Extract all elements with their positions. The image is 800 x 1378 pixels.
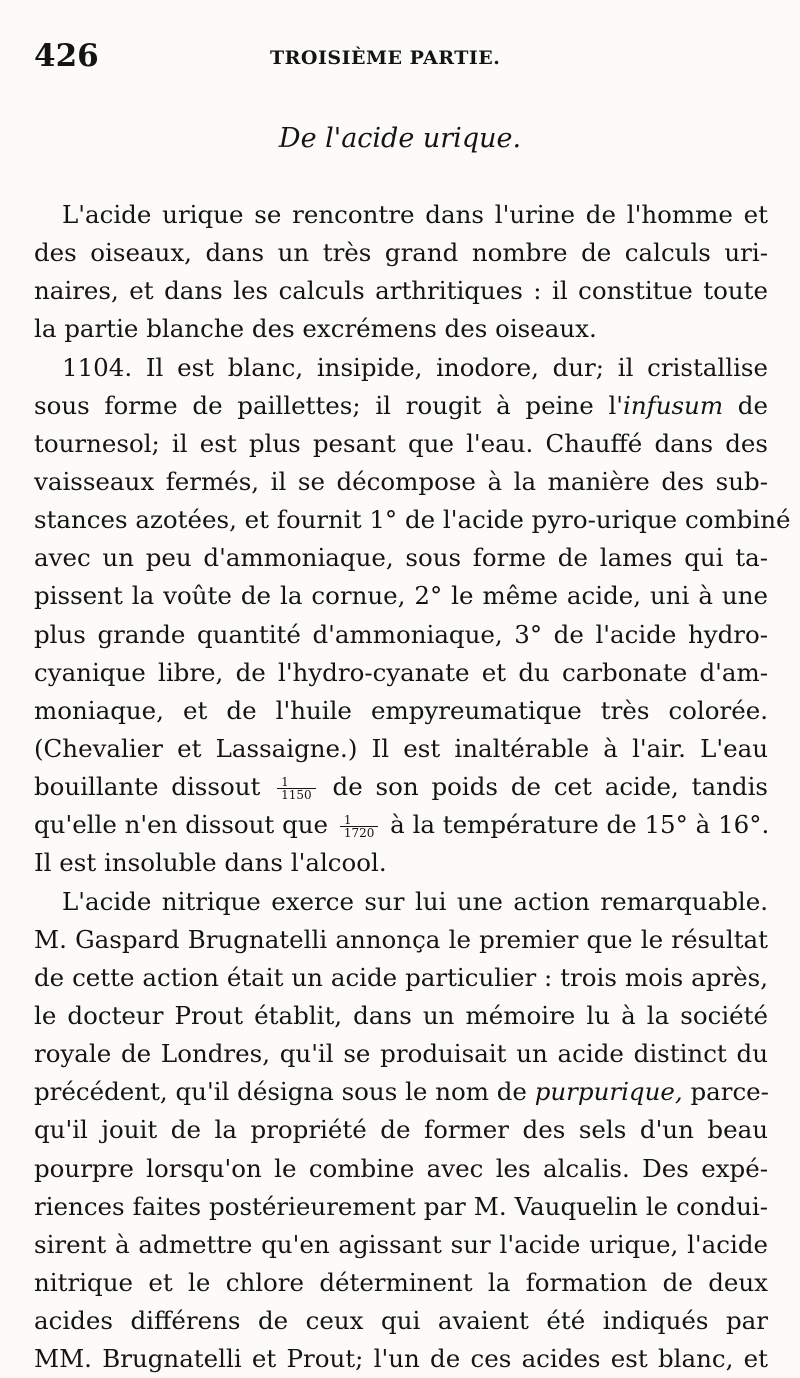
text-line: MM. Brugnatelli et Prout; l'un de ces acides est blanc, et	[34, 1344, 768, 1374]
text-line: M. Gaspard Brugnatelli annonça le premier que le résultat	[34, 924, 768, 954]
section-title: De l'acide urique.	[278, 123, 522, 154]
text-line: pourpre lorsqu'on le combine avec les alcalis. Des expé-	[34, 1153, 768, 1183]
italic-term: infusum	[623, 390, 724, 420]
text-line	[34, 1073, 768, 1111]
fraction	[340, 814, 379, 839]
text-line: sirent à admettre qu'en agissant sur l'acide urique, l'acide	[34, 1229, 768, 1259]
text-run: précédent, qu'il désigna sous le nom de	[34, 1077, 527, 1107]
text-line: nitrique et le chlore déterminent la formation de deux	[34, 1267, 768, 1297]
text-line: des oiseaux, dans un très grand nombre de calculs uri-	[34, 238, 768, 268]
text-run: de son poids de cet acide, tandis	[332, 772, 768, 802]
text-line: naires, et dans les calculs arthritiques : il constitue toute	[34, 276, 768, 306]
text-line: Il est insoluble dans l'alcool.	[34, 848, 387, 878]
text-line	[34, 768, 768, 806]
fraction-denominator: 1720	[343, 826, 375, 841]
text-run: de	[723, 390, 768, 420]
text-line: vaisseaux fermés, il se décompose à la manière des sub-	[34, 466, 768, 496]
fraction-numerator: 1	[340, 814, 379, 827]
text-line: avec un peu d'ammoniaque, sous forme de lames qui ta-	[34, 543, 768, 573]
text-line	[34, 806, 768, 844]
text-line: pissent la voûte de la cornue, 2° le même acide, uni à une	[34, 581, 768, 611]
fraction-denominator: 1150	[281, 788, 312, 803]
text-run: sous forme de paillettes; il rougit à peine l'	[34, 390, 624, 420]
text-line: L'acide urique se rencontre dans l'urine de l'homme et	[62, 200, 768, 229]
fraction-numerator: 1	[277, 776, 316, 789]
text-run: qu'elle n'en dissout que	[34, 810, 329, 840]
text-run: à la température de 15° à 16°.	[390, 810, 770, 840]
page-number: 426	[34, 38, 99, 74]
text-line: qu'il jouit de la propriété de former des sels d'un beau	[34, 1115, 768, 1145]
text-line: le docteur Prout établit, dans un mémoire lu à la société	[34, 1000, 768, 1030]
text-line: tournesol; il est plus pesant que l'eau. Chauffé dans des	[34, 428, 768, 458]
text-line: moniaque, et de l'huile empyreumatique très colorée.	[34, 695, 768, 725]
text-run: parce-	[690, 1077, 769, 1107]
text-line	[34, 387, 768, 425]
text-line: (Chevalier et Lassaigne.) Il est inaltérable à l'air. L'eau	[34, 733, 768, 763]
text-line: acides différens de ceux qui avaient été indiqués par	[34, 1306, 768, 1336]
text-run: bouillante dissout	[34, 772, 261, 802]
text-line: L'acide nitrique exerce sur lui une action remarquable.	[62, 886, 768, 916]
running-head: TROISIÈME PARTIE.	[270, 47, 501, 69]
fraction	[277, 776, 316, 801]
body-text	[34, 196, 791, 1378]
text-line: la partie blanche des excrémens des oiseaux.	[34, 314, 597, 344]
text-line: cyanique libre, de l'hydro-cyanate et du carbonate d'am-	[34, 657, 768, 687]
italic-term: purpurique,	[534, 1077, 683, 1107]
text-line: stances azotées, et fournit 1° de l'acide pyro-urique combiné	[34, 505, 791, 535]
text-line: plus grande quantité d'ammoniaque, 3° de l'acide hydro-	[34, 619, 768, 649]
text-line: 1104. Il est blanc, insipide, inodore, dur; il cristallise	[62, 352, 768, 382]
page-header	[34, 38, 766, 82]
text-line: riences faites postérieurement par M. Vauquelin le condui-	[34, 1191, 768, 1221]
text-line: royale de Londres, qu'il se produisait un acide distinct du	[34, 1039, 768, 1069]
text-line: de cette action était un acide particulier : trois mois après,	[34, 962, 768, 992]
